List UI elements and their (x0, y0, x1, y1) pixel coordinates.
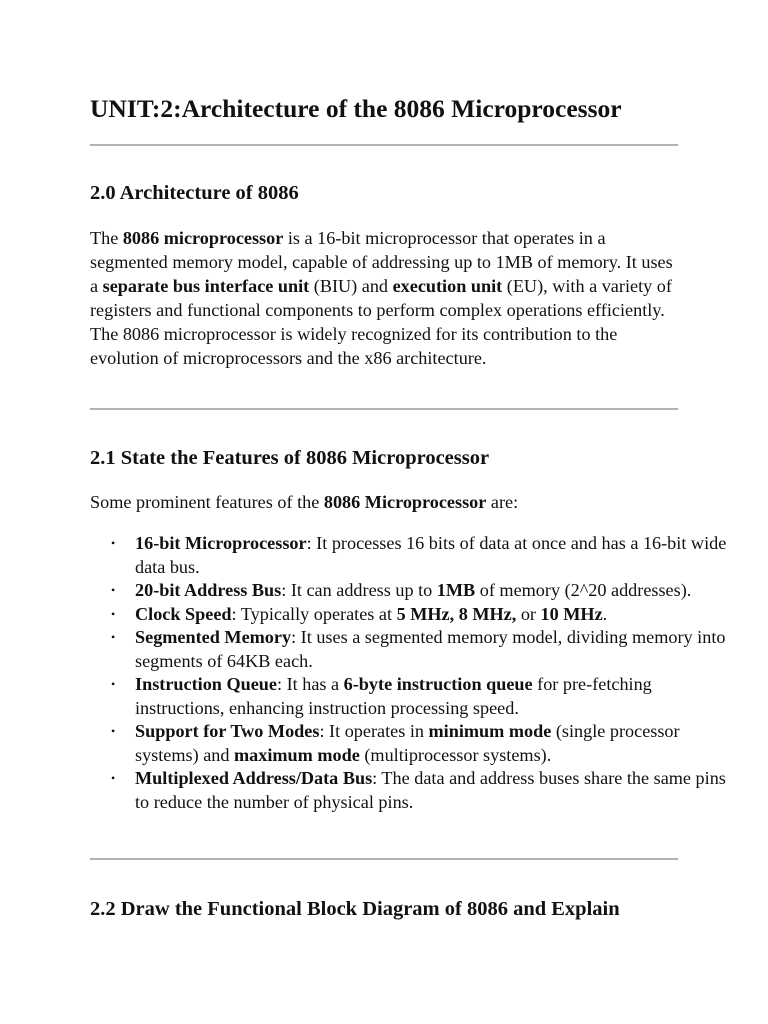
list-item: • Clock Speed: Typically operates at 5 MHz, 8 MHz, or 10 MHz. (135, 603, 727, 627)
divider-3 (90, 858, 678, 860)
divider-1 (90, 144, 678, 146)
section-heading-2-2: 2.2 Draw the Functional Block Diagram of 8086 and Explain (90, 898, 620, 920)
section-heading-2-1: 2.1 State the Features of 8086 Microprocessor (90, 447, 490, 469)
list-item: • Multiplexed Address/Data Bus: The data and address buses share the same pins to reduce the number of physical pins. (135, 767, 727, 814)
list-item: • Instruction Queue: It has a 6-byte instruction queue for pre-fetching instructions, enhancing instruction processing speed. (135, 673, 727, 720)
list-item: • Support for Two Modes: It operates in minimum mode (single processor systems) and maximum mode (multiprocessor systems). (135, 720, 727, 767)
list-item: • 20-bit Address Bus: It can address up to 1MB of memory (2^20 addresses). (135, 579, 727, 603)
list-item: • Segmented Memory: It uses a segmented memory model, dividing memory into segments of 64KB each. (135, 626, 727, 673)
section-heading-2-0: 2.0 Architecture of 8086 (90, 182, 299, 204)
list-item: • 16-bit Microprocessor: It processes 16 bits of data at once and has a 16-bit wide data bus. (135, 532, 727, 579)
page-title: UNIT:2:Architecture of the 8086 Microprocessor (90, 94, 622, 123)
divider-2 (90, 408, 678, 410)
features-intro: Some prominent features of the 8086 Microprocessor are: (90, 492, 519, 512)
section-2-0-paragraph: The 8086 microprocessor is a 16-bit microprocessor that operates in a segmented memory model, capable of addressing up to 1MB of memory. It uses a separate bus interface unit (BIU) and execution unit (EU), with a variety of registers and functional components to perform complex operations efficiently. The 8086 microprocessor is widely recognized for its contribution to the evolution of microprocessors and the x86 architecture. (90, 228, 673, 368)
features-list (90, 532, 727, 814)
